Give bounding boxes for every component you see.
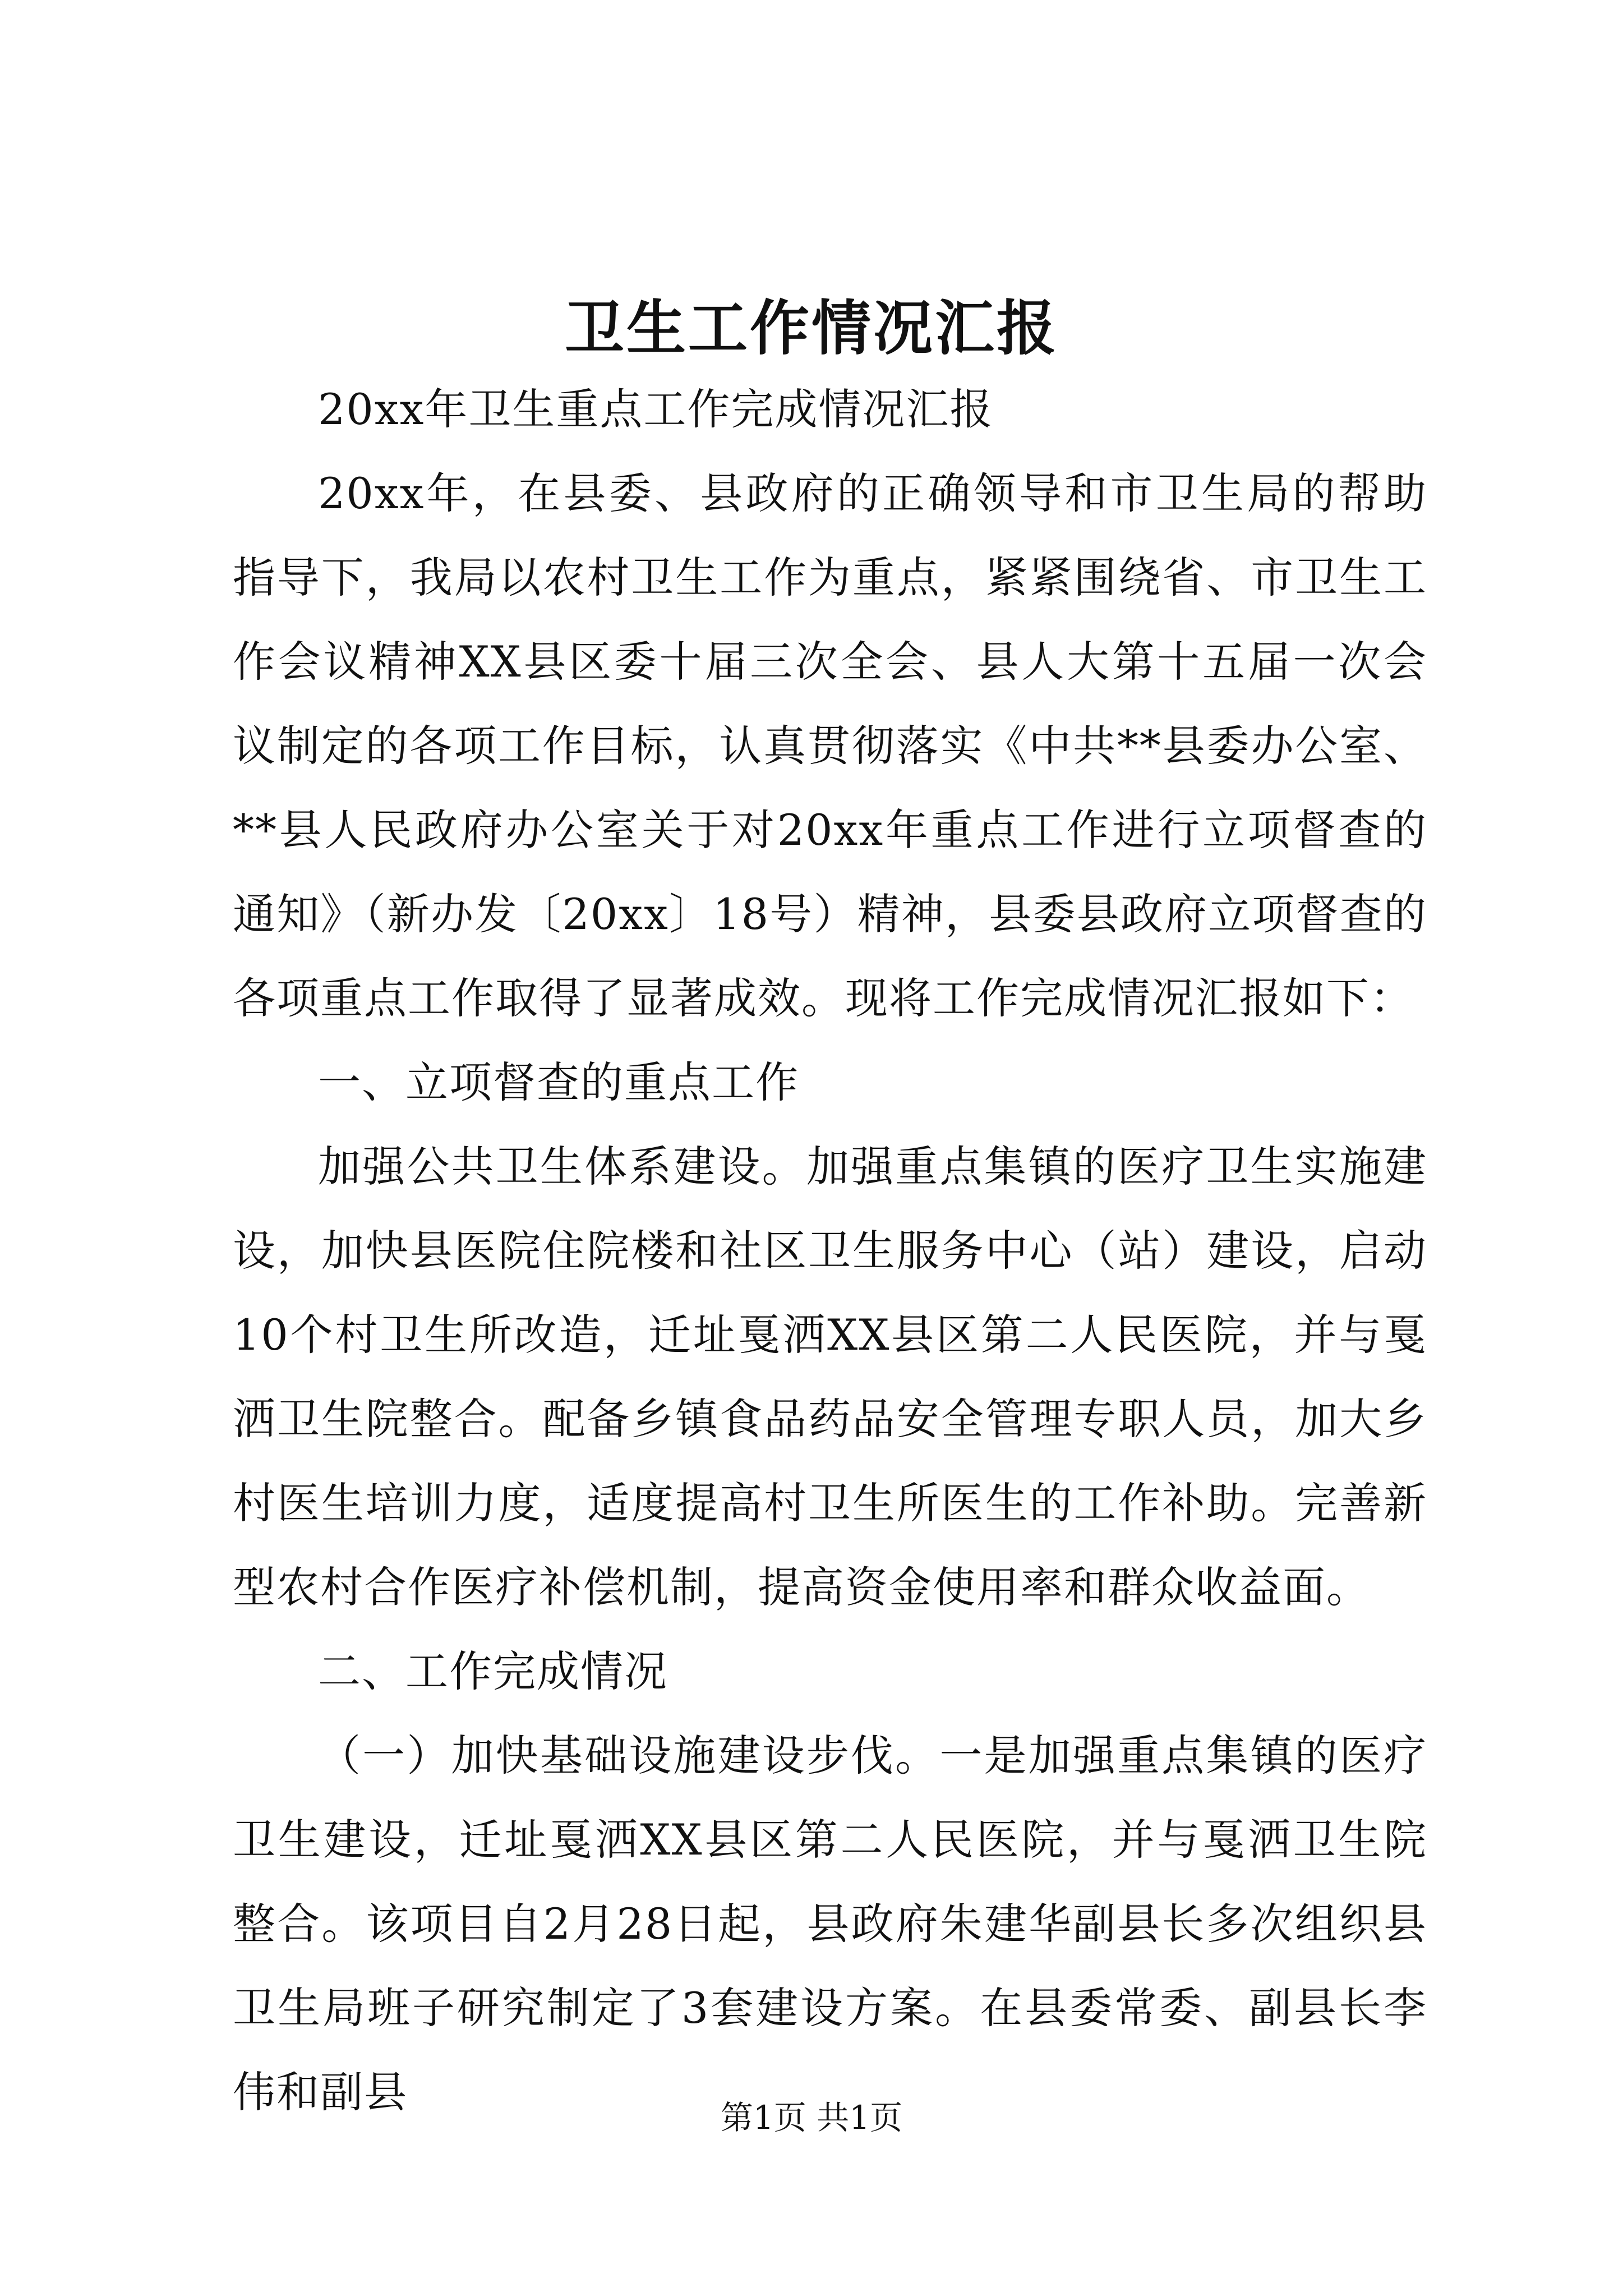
section-heading-2: 二、工作完成情况 (318, 1646, 668, 1696)
paragraph-section-2-1: （一）加快基础设施建设步伐。一是加强重点集镇的医疗卫生建设，迁址戛洒XX县区第二人民医院，并与戛洒卫生院整合。该项目自2月28日起，县政府朱建华副县长多次组织县卫生局班子研究制定了3套建设方案。在县委常委、副县长李伟和副县 (233, 1731, 1427, 2117)
paragraph-section-1: 加强公共卫生体系建设。加强重点集镇的医疗卫生实施建设，加快县医院住院楼和社区卫生服务中心（站）建设，启动10个村卫生所改造，迁址戛洒XX县区第二人民医院，并与戛洒卫生院整合。配备乡镇食品药品安全管理专职人员，加大乡村医生培训力度，适度提高村卫生所医生的工作补助。完善新型农村合作医疗补偿机制，提高资金使用率和群众收益面。 (233, 1142, 1427, 1612)
paragraph-subtitle: 20xx年卫生重点工作完成情况汇报 (318, 384, 994, 434)
paragraph-intro: 20xx年，在县委、县政府的正确领导和市卫生局的帮助指导下，我局以农村卫生工作为重点，紧紧围绕省、市卫生工作会议精神XX县区委十届三次全会、县人大第十五届一次会议制定的各项工作目标，认真贯彻落实《中共**县委办公室、**县人民政府办公室关于对20xx年重点工作进行立项督查的通知》（新办发〔20xx〕18号）精神，县委县政府立项督查的各项重点工作取得了显著成效。现将工作完成情况汇报如下： (233, 468, 1427, 1023)
document-title: 卫生工作情况汇报 (565, 293, 1058, 363)
page-footer: 第1页 共1页 (720, 2099, 903, 2137)
document-body (233, 367, 1427, 2134)
section-heading-1: 一、立项督查的重点工作 (318, 1057, 799, 1107)
